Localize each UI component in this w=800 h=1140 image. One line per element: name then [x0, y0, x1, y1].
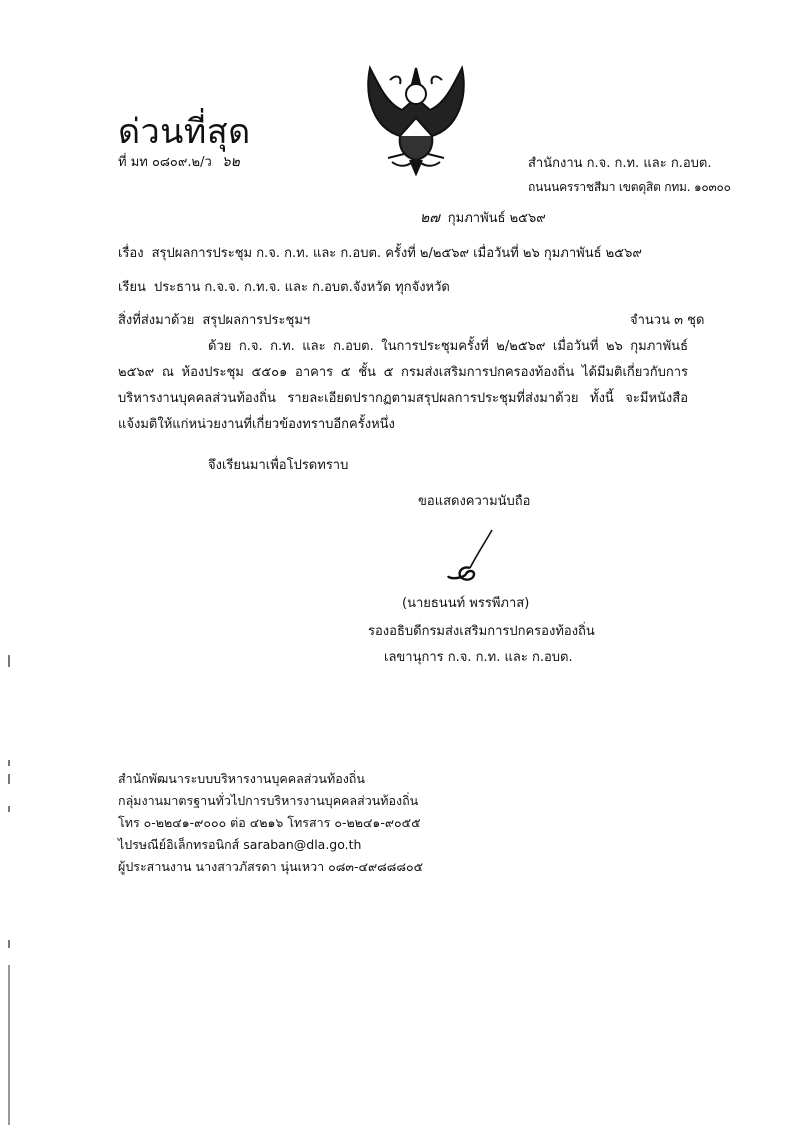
contact-block: [118, 768, 423, 878]
contact-group: กลุ่มงานมาตรฐานทั่วไปการบริหารงานบุคคลส่วนท้องถิ่น: [118, 793, 419, 808]
salutation: ขอแสดงความนับถือ: [418, 494, 531, 509]
date-day-handwritten: ๒๗: [420, 210, 440, 226]
handwritten-signature-icon: [440, 528, 510, 586]
urgency-label: ด่วนที่สุด: [118, 112, 251, 152]
scan-edge-mark: [8, 806, 10, 812]
document-number-handwritten: ๖๒: [221, 154, 240, 170]
signer-name: (นายธนนท์ พรรพีภาส): [402, 596, 530, 611]
contact-coordinator: ผู้ประสานงาน นางสาวภัสรดา นุ่นเหวา ๐๘๓-๔๙๘๘๘๐๕: [118, 859, 424, 874]
closing-statement: จึงเรียนมาเพื่อโปรดทราบ: [208, 458, 349, 473]
letter-body: [118, 334, 688, 438]
date-month-year: กุมภาพันธ์ ๒๕๖๙: [447, 211, 546, 226]
enclosure-quantity: จำนวน ๓ ชุด: [630, 313, 705, 328]
subject-line: [118, 242, 642, 263]
document-number: [118, 151, 240, 173]
contact-department: สำนักพัฒนาระบบบริหารงานบุคคลส่วนท้องถิ่น: [118, 771, 365, 786]
garuda-emblem-icon: [360, 58, 472, 176]
signer-secretary-role: เลขานุการ ก.จ. ก.ท. และ ก.อบต.: [384, 650, 573, 665]
recipient-text: ประธาน ก.จ.จ. ก.ท.จ. และ ก.อบต.จังหวัด ทุกจังหวัด: [153, 280, 450, 295]
recipient-label: เรียน: [118, 280, 146, 295]
sender-address: ถนนนครราชสีมา เขตดุสิต กทม. ๑๐๓๐๐: [528, 180, 731, 194]
scan-edge-mark: [8, 760, 10, 766]
signer-position: รองอธิบดีกรมส่งเสริมการปกครองท้องถิ่น: [368, 624, 595, 639]
contact-email: ไปรษณีย์อิเล็กทรอนิกส์ saraban@dla.go.th: [118, 837, 362, 852]
enclosure-line: [118, 309, 310, 330]
subject-label: เรื่อง: [118, 246, 144, 261]
scan-edge-mark: [8, 774, 10, 784]
document-number-text: ที่ มท ๐๘๐๙.๒/ว: [118, 155, 212, 170]
body-paragraph: ด้วย ก.จ. ก.ท. และ ก.อบต. ในการประชุมครั้งที่ ๒/๒๕๖๙ เมื่อวันที่ ๒๖ กุมภาพันธ์ ๒๕๖๙ ณ ห้องประชุม ๕๕๐๑ อาคาร ๕ ชั้น ๕ กรมส่งเสริมการปกครองท้องถิ่น ได้มีมติเกี่ยวกับการบริหารงานบุคคลส่วนท้องถิ่น รายละเอียดปรากฏตามสรุปผลการประชุมที่ส่งมาด้วย ทั้งนี้ จะมีหนังสือแจ้งมติให้แก่หน่วยงานที่เกี่ยวข้องทราบอีกครั้งหนึ่ง: [118, 339, 688, 432]
scan-edge-mark: [8, 655, 10, 667]
scan-edge-mark: [8, 965, 10, 1125]
contact-phone: โทร ๐-๒๒๔๑-๙๐๐๐ ต่อ ๔๒๑๖ โทรสาร ๐-๒๒๔๑-๙๐๕๕: [118, 815, 421, 830]
recipient-line: [118, 276, 450, 297]
sender-office: สำนักงาน ก.จ. ก.ท. และ ก.อบต.: [528, 156, 712, 171]
enclosure-text: สรุปผลการประชุมฯ: [202, 313, 311, 328]
scan-edge-mark: [8, 940, 10, 948]
subject-text: สรุปผลการประชุม ก.จ. ก.ท. และ ก.อบต. ครั้งที่ ๒/๒๕๖๙ เมื่อวันที่ ๒๖ กุมภาพันธ์ ๒๕๖๙: [151, 246, 642, 261]
enclosure-label: สิ่งที่ส่งมาด้วย: [118, 313, 195, 328]
letter-date: [420, 207, 546, 229]
